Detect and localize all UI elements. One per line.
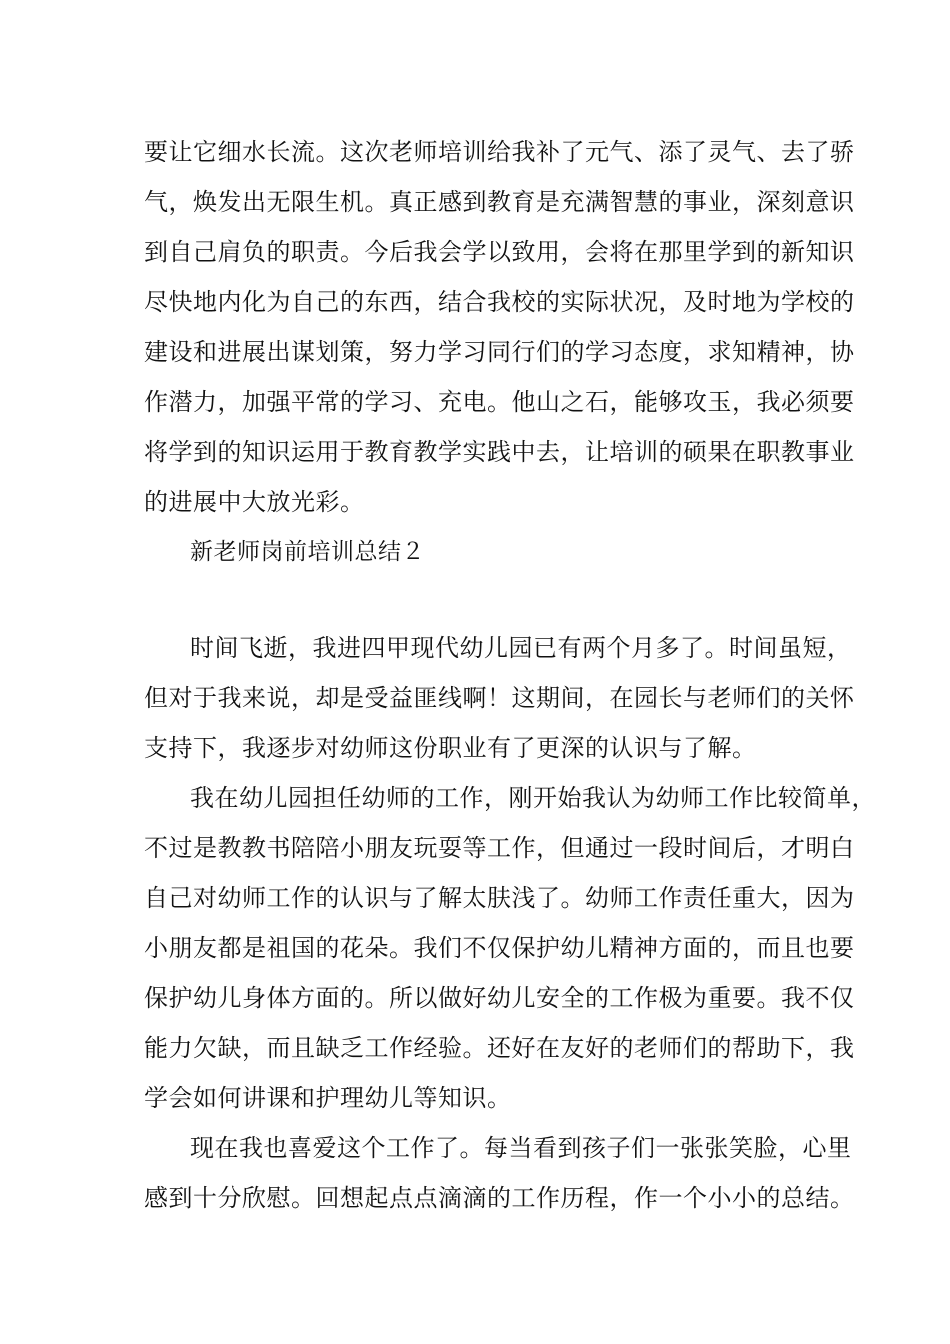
paragraph-continued xyxy=(144,127,855,527)
paragraph-line: 但对于我来说，却是受益匪线啊！这期间，在园长与老师们的关怀 xyxy=(144,684,855,712)
paragraph-line: 将学到的知识运用于教育教学实践中去，让培训的硕果在职教事业 xyxy=(144,438,855,466)
paragraph-line: 学会如何讲课和护理幼儿等知识。 xyxy=(144,1084,512,1112)
paragraph-line: 感到十分欣慰。回想起点点滴滴的工作历程，作一个小小的总结。 xyxy=(144,1184,855,1212)
paragraph-line: 气，焕发出无限生机。真正感到教育是充满智慧的事业，深刻意识 xyxy=(144,188,855,216)
paragraph-line: 到自己肩负的职责。今后我会学以致用，会将在那里学到的新知识 xyxy=(144,238,855,266)
paragraph-line: 现在我也喜爱这个工作了。每当看到孩子们一张张笑脸，心里 xyxy=(190,1134,852,1162)
paragraph-line: 保护幼儿身体方面的。所以做好幼儿安全的工作极为重要。我不仅 xyxy=(144,984,855,1012)
paragraph-line: 建设和进展出谋划策，努力学习同行们的学习态度，求知精神，协 xyxy=(144,338,855,366)
paragraph-line: 的进展中大放光彩。 xyxy=(144,488,365,516)
paragraph-line: 自己对幼师工作的认识与了解太肤浅了。幼师工作责任重大，因为 xyxy=(144,884,855,912)
paragraph-work-experience xyxy=(144,773,876,1123)
paragraph-line: 不过是教教书陪陪小朋友玩耍等工作，但通过一段时间后，才明白 xyxy=(144,834,855,862)
paragraph-intro xyxy=(144,623,855,773)
paragraph-line: 支持下，我逐步对幼师这份职业有了更深的认识与了解。 xyxy=(144,734,757,762)
paragraph-line: 小朋友都是祖国的花朵。我们不仅保护幼儿精神方面的，而且也要 xyxy=(144,934,855,962)
paragraph-line: 我在幼儿园担任幼师的工作，刚开始我认为幼师工作比较简单， xyxy=(190,784,876,812)
paragraph-line: 尽快地内化为自己的东西，结合我校的实际状况，及时地为学校的 xyxy=(144,288,855,316)
paragraph-line: 时间飞逝，我进四甲现代幼儿园已有两个月多了。时间虽短， xyxy=(190,634,852,662)
paragraph-line: 要让它细水长流。这次老师培训给我补了元气、添了灵气、去了骄 xyxy=(144,138,855,166)
paragraph-line: 作潜力，加强平常的学习、充电。他山之石，能够攻玉，我必须要 xyxy=(144,388,855,416)
paragraph-line: 能力欠缺，而且缺乏工作经验。还好在友好的老师们的帮助下，我 xyxy=(144,1034,855,1062)
paragraph-reflection xyxy=(144,1123,855,1223)
section-heading-block xyxy=(144,527,834,577)
section-heading: 新老师岗前培训总结２ xyxy=(190,539,425,565)
